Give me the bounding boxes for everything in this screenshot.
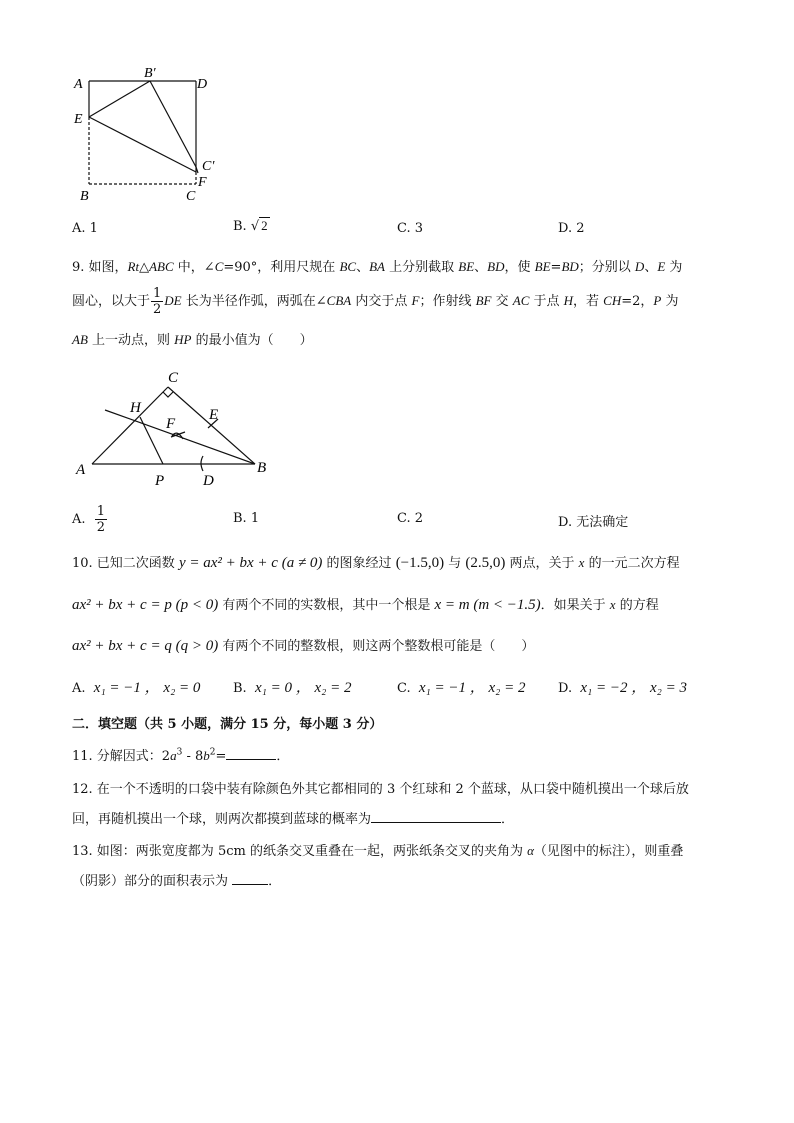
fig9-label-B: B xyxy=(257,460,267,476)
section-heading-fill-in: 二．填空题（共 5 小题，满分 15 分，每小题 3 分） xyxy=(72,717,383,732)
fig9-label-F: F xyxy=(166,416,176,432)
q10-line-2: ax² + bx + c = p (p < 0) 有两个不同的实数根，其中一个根是 x = m (m < −1.5)．如果关于 x 的方程 xyxy=(72,597,659,613)
figure-q8-lines xyxy=(89,81,198,184)
q8-option-a[interactable]: A. 1 xyxy=(72,221,98,236)
fraction-half: $\frac{1}{2}$ xyxy=(153,286,162,317)
sqrt-symbol: √ 2 xyxy=(250,218,268,234)
fig8-segment-EBp xyxy=(89,81,150,117)
q9-line-3: AB 上一动点，则 HP 的最小值为（ ） xyxy=(72,332,313,348)
figure-q8 xyxy=(70,62,230,207)
q9-line-1: 9. 如图，Rt△ABC 中，∠C=90°，利用尺规在 BC、BA 上分别截取 BE、BD，使 BE=BD；分别以 D、E 为 xyxy=(72,259,683,275)
q9-option-c[interactable]: C. 2 xyxy=(397,511,424,526)
q10-line-3: ax² + bx + c = q (q > 0) 有两个不同的整数根，则这两个整数根可能是（ ） xyxy=(72,638,535,654)
q11-text: 11. 分解因式：$2a^3 - 8b^2=$ ． xyxy=(72,747,290,764)
q9-option-d[interactable]: D. 无法确定 xyxy=(558,515,629,530)
fig9-right-angle-mark xyxy=(163,392,173,397)
answer-blank[interactable] xyxy=(371,810,501,823)
fig9-arc-F xyxy=(171,432,185,439)
fig8-label-C: C xyxy=(186,189,196,204)
q8-option-c[interactable]: C. 3 xyxy=(397,221,424,236)
q8-option-b-radicand: 2 xyxy=(261,218,268,233)
fig9-label-D: D xyxy=(203,473,214,489)
answer-blank[interactable] xyxy=(232,872,268,885)
answer-blank[interactable] xyxy=(226,747,276,760)
fig9-label-H: H xyxy=(130,400,141,416)
q10-option-d[interactable]: D. x₁ = −2 ， x₂ = 3 xyxy=(558,680,687,696)
q10-option-b[interactable]: B. x₁ = 0 ， x₂ = 2 xyxy=(233,680,352,696)
fig8-label-D: D xyxy=(197,77,208,92)
q10-option-a[interactable]: A. x₁ = −1 ， x₂ = 0 xyxy=(72,680,201,696)
q8-option-b-prefix: B. xyxy=(233,219,247,234)
q8-option-b[interactable] xyxy=(233,218,270,234)
fig8-label-Cp: C′ xyxy=(202,159,215,174)
fig9-segment-HP xyxy=(140,417,163,464)
fig9-label-P: P xyxy=(155,473,165,489)
fig8-label-Bp: B′ xyxy=(144,66,156,81)
q9-option-b[interactable]: B. 1 xyxy=(233,511,260,526)
fig9-label-A: A xyxy=(76,462,86,478)
fig8-label-A: A xyxy=(74,77,83,92)
fig9-ray-BF xyxy=(105,410,255,464)
q9-line-2: 圆心，以大于 $\frac{1}{2}$ DE 长为半径作弧，两弧在∠CBA 内交于点 F；作射线 BF 交 AC 于点 H，若 CH=2，P 为 xyxy=(72,286,679,317)
fig8-label-E: E xyxy=(74,112,83,127)
q10-option-c[interactable]: C. x₁ = −1 ， x₂ = 2 xyxy=(397,680,526,696)
q8-option-d[interactable]: D. 2 xyxy=(558,221,585,236)
q13-line-1: 13. 如图：两张宽度都为 5cm 的纸条交叉重叠在一起，两张纸条交叉的夹角为 α（见图中的标注），则重叠 xyxy=(72,843,684,859)
fraction-half: $\frac{1}{2}$ xyxy=(96,504,106,535)
q13-line-2: （阴影）部分的面积表示为 ． xyxy=(72,874,282,889)
q9-option-a[interactable]: A. $\frac{1}{2}$ xyxy=(72,504,106,535)
fig8-segment-EF xyxy=(89,117,196,172)
fig8-label-F: F xyxy=(198,175,207,190)
q12-line-1: 12. 在一个不透明的口袋中装有除颜色外其它都相同的 3 个红球和 2 个蓝球，从口袋中随机摸出一个球后放 xyxy=(72,782,689,797)
q10-line-1: 10. 已知二次函数 y = ax² + bx + c (a ≠ 0) 的图象经过 (−1.5,0) 与 (2.5,0) 两点，关于 x 的一元二次方程 xyxy=(72,555,680,571)
fig9-segment-AC xyxy=(92,387,168,464)
fig8-label-B: B xyxy=(80,189,89,204)
fig9-label-C: C xyxy=(168,370,179,386)
fig8-segment-BpCp xyxy=(150,81,196,167)
fig9-label-E: E xyxy=(209,407,219,423)
q12-line-2: 回，再随机摸出一个球，则两次都摸到蓝球的概率为 ． xyxy=(72,812,515,827)
figure-q9 xyxy=(72,365,282,495)
